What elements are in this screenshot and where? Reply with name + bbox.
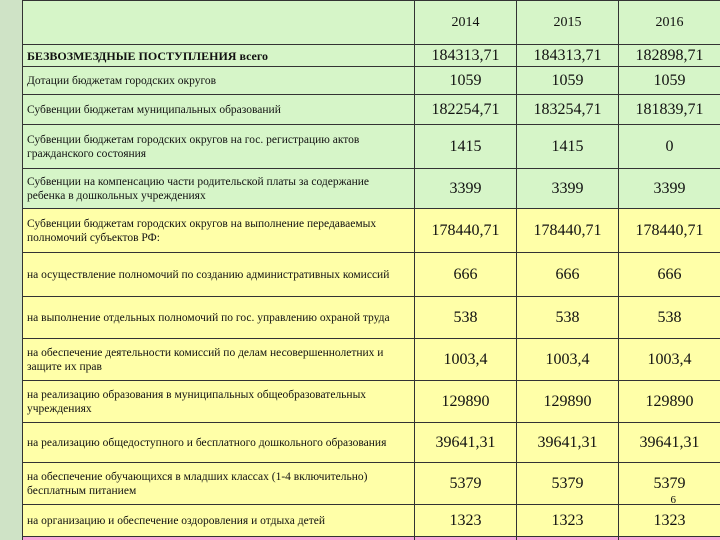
value-2014: 129890 (415, 381, 517, 423)
value-2014: 1003,4 (415, 339, 517, 381)
row-label: на реализацию общедоступного и бесплатного дошкольного образования (23, 423, 415, 463)
value-2014: 1323 (415, 505, 517, 537)
value-2015: 39641,31 (517, 423, 619, 463)
table-row (23, 125, 720, 169)
value-2016: 181839,71 (619, 95, 720, 125)
value-2016: 3399 (619, 169, 720, 209)
table-row (23, 297, 720, 339)
row-label: Субвенции бюджетам муниципальных образований (23, 95, 415, 125)
value-2016: 129890 (619, 381, 720, 423)
row-label: Субвенции бюджетам городских округов на выполнение передаваемых полномочий субъектов РФ: (23, 209, 415, 253)
row-label: Дотации бюджетам городских округов (23, 67, 415, 95)
table-row (23, 423, 720, 463)
row-label: на выполнение отдельных полномочий по гос. управлению охраной труда (23, 297, 415, 339)
total-row (23, 537, 720, 540)
table-row (23, 463, 720, 505)
table-row (23, 209, 720, 253)
value-2016: 39641,31 (619, 423, 720, 463)
row-label: БЕЗВОЗМЕЗДНЫЕ ПОСТУПЛЕНИЯ всего (23, 45, 415, 67)
value-2016: 5379 (619, 463, 720, 505)
value-2014: 3399 (415, 169, 517, 209)
value-2015: 538 (517, 297, 619, 339)
row-label: на обеспечение деятельности комиссий по делам несовершеннолетних и защите их прав (23, 339, 415, 381)
value-2014: 178440,71 (415, 209, 517, 253)
value-2015: 3399 (517, 169, 619, 209)
value-2015: 1323 (517, 505, 619, 537)
value-2015: 1003,4 (517, 339, 619, 381)
value-2016: 538 (619, 297, 720, 339)
value-2015: 5379 (517, 463, 619, 505)
table-row (23, 45, 720, 67)
table-row (23, 67, 720, 95)
value-2014: 184313,71 (415, 45, 517, 67)
header-2015: 2015 (517, 1, 619, 45)
table-row (23, 505, 720, 537)
value-2016: 0 (619, 125, 720, 169)
table-row (23, 381, 720, 423)
table-frame (22, 0, 720, 540)
value-2014: 538 (415, 297, 517, 339)
total-row-cell (23, 537, 415, 540)
value-2014: 1059 (415, 67, 517, 95)
table-row (23, 95, 720, 125)
row-label: на реализацию образования в муниципальных общеобразовательных учреждениях (23, 381, 415, 423)
value-2015: 1059 (517, 67, 619, 95)
value-2015: 184313,71 (517, 45, 619, 67)
row-label: на осуществление полномочий по созданию административных комиссий (23, 253, 415, 297)
value-2014: 39641,31 (415, 423, 517, 463)
total-row-cell (517, 537, 619, 540)
row-label: Субвенции на компенсацию части родительской платы за содержание ребенка в дошкольных учреждениях (23, 169, 415, 209)
value-2016: 1003,4 (619, 339, 720, 381)
header-row (23, 1, 720, 45)
value-2014: 182254,71 (415, 95, 517, 125)
value-2015: 666 (517, 253, 619, 297)
table-row (23, 339, 720, 381)
value-2016: 182898,71 (619, 45, 720, 67)
total-row-cell (619, 537, 720, 540)
value-2015: 183254,71 (517, 95, 619, 125)
budget-table (22, 0, 720, 540)
page-number: 6 (670, 494, 676, 506)
value-2015: 129890 (517, 381, 619, 423)
value-2015: 178440,71 (517, 209, 619, 253)
value-2016: 1323 (619, 505, 720, 537)
table-row (23, 253, 720, 297)
value-2014: 1415 (415, 125, 517, 169)
table-row (23, 169, 720, 209)
value-2015: 1415 (517, 125, 619, 169)
value-2016: 666 (619, 253, 720, 297)
value-2016: 1059 (619, 67, 720, 95)
header-2016: 2016 (619, 1, 720, 45)
total-row-cell (415, 537, 517, 540)
row-label: на обеспечение обучающихся в младших классах (1-4 включительно) бесплатным питанием (23, 463, 415, 505)
row-label: Субвенции бюджетам городских округов на гос. регистрацию актов гражданского состояния (23, 125, 415, 169)
row-label: на организацию и обеспечение оздоровления и отдыха детей (23, 505, 415, 537)
header-label (23, 1, 415, 45)
header-2014: 2014 (415, 1, 517, 45)
value-2014: 666 (415, 253, 517, 297)
value-2016: 178440,71 (619, 209, 720, 253)
value-2014: 5379 (415, 463, 517, 505)
